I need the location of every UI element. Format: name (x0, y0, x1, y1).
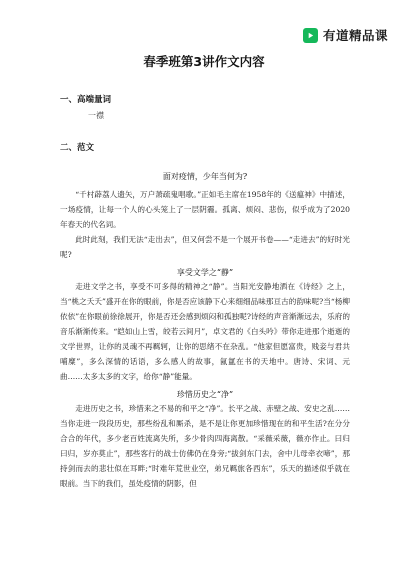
essay-subtitle: 享受文学之“静” (176, 268, 234, 277)
play-icon (303, 28, 318, 43)
essay-paragraph: 走进文学之书，享受不可多得的精神之“静”。当阳光安静地洒在《诗经》之上，当“桃之夭夭”盛开在你的眼前，你是否应该静下心来细细品味那亘古的韵味呢?当“杨柳依依”在你眼前徐徐展开，你是否还会感到烦闷和孤独呢?诗经的声音渐渐远去，乐府的音乐渐渐传来。“皑如山上雪，皎若云间月”，卓文君的《白头吟》带你走进那个逝逝的文学世界，让你的灵魂不再羁轲，让你的思绪不在杂乱。“他家但愿富贵，贱妾与君共哺糜”，多么深情的话语，多么感人的故事，氤氲在书的天地中。唐诗、宋词、元曲……太多太多的文字，给你“静”能量。 (60, 282, 350, 381)
essay-paragraph: 走进历史之书，珍惜来之不易的和平之“净”。长平之战、赤壁之战、安史之乱……当你走进一段段历史，那些纷乱和厮杀，是不是让你更加珍惜现在的和平生活?在分分合合的年代，多少老百姓流离失所，多少骨肉四海离散。“采薇采薇，薇亦作止。曰归曰归，岁亦莫止”，那些客行的战士仿佛仍在身旁;“拔剑东门去，舍中儿母牵衣啼”，那持剑而去的悲壮似在耳畔;“时难年荒世业空，弟兄羁旅各西东”，乐天的描述似乎就在眼前。当下的我们，虽处疫情的阴影，但 (60, 404, 350, 488)
essay-paragraph: 此时此刻，我们无法“走出去”，但又何尝不是一个展开书卷——“走进去”的好时光呢? (60, 235, 350, 259)
vocab-item: 一襟 (88, 111, 104, 120)
brand-logo-text: 有道精品课 (322, 28, 388, 43)
page-title: 春季班第3讲作文内容 (143, 54, 265, 69)
section-heading-vocab: 一、高端量词 (60, 95, 112, 105)
essay-paragraph: “千村薜荔人遗矢，万户萧疏鬼唱歌。”正如毛主席在1958年的《送瘟神》中描述，一场疫情，让每一个人的心头笼上了一层阴霾。孤离、烦闷、悲伤，似乎成为了2020年春天的代名词。 (60, 190, 350, 229)
section-heading-essay: 二、范文 (60, 143, 95, 153)
brand-logo (303, 26, 388, 44)
essay-subtitle: 珍惜历史之“净” (176, 390, 234, 399)
essay-title: 面对疫情，少年当何为? (162, 172, 248, 181)
essay-body (60, 170, 350, 491)
